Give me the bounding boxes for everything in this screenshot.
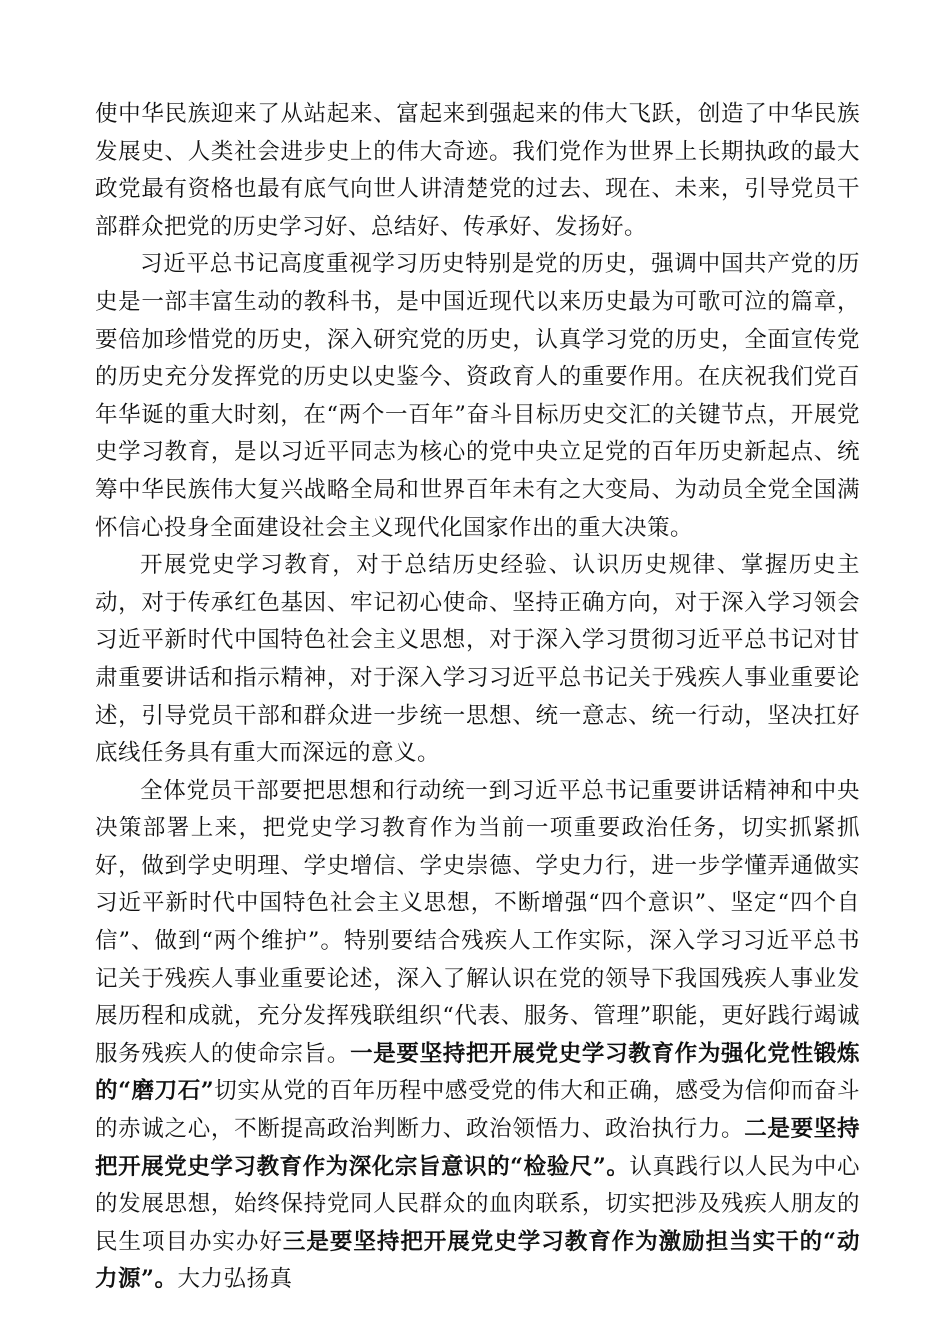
point-three-body: 大力弘扬真 [177, 1266, 293, 1293]
point-one-body: 切实从党的百年历程中感受党的伟大和正确，感受为信仰而奋斗的赤诚之心，不断提高政治判断力、政治领悟力、政治执行力。 [95, 1078, 860, 1143]
paragraph-4-text: 全体党员干部要把思想和行动统一到习近平总书记重要讲话精神和中央决策部署上来，把党史学习教育作为当前一项重要政治任务，切实抓紧抓好，做到学史明理、学史增信、学史崇德、学史力行，进一步学懂弄通做实习近平新时代中国特色社会主义思想，不断增强“四个意识”、坚定“四个自信”、做到“两个维护”。特别要结合残疾人工作实际，深入学习习近平总书记关于残疾人事业重要论述，深入了解认识在党的领导下我国残疾人事业发展历程和成就，充分发挥残联组织“代表、服务、管理”职能，更好践行竭诚服务残疾人的使命宗旨。 [95, 777, 860, 1067]
paragraph-3-text: 开展党史学习教育，对于总结历史经验、认识历史规律、掌握历史主动，对于传承红色基因、牢记初心使命、坚持正确方向，对于深入学习领会习近平新时代中国特色社会主义思想，对于深入学习贯彻习近平总书记对甘肃重要讲话和指示精神，对于深入学习习近平总书记关于残疾人事业重要论述，引导党员干部和群众进一步统一思想、统一意志、统一行动，坚决扛好底线任务具有重大而深远的意义。 [95, 552, 860, 767]
paragraph-2 [95, 246, 860, 547]
paragraph-3 [95, 547, 860, 773]
point-two-heading: 二是要坚持把开展党史学习教育作为深化宗旨意识的“检验尺”。 [95, 1116, 860, 1180]
point-two-body: 认真践行以人民为中心的发展思想，始终保持党同人民群众的血肉联系，切实把涉及残疾人朋友的民生项目办实办好 [95, 1153, 860, 1255]
paragraph-1 [95, 96, 860, 246]
document-page [95, 96, 860, 1299]
paragraph-1-text: 使中华民族迎来了从站起来、富起来到强起来的伟大飞跃，创造了中华民族发展史、人类社会进步史上的伟大奇迹。我们党作为世界上长期执政的最大政党最有资格也最有底气向世人讲清楚党的过去、现在、未来，引导党员干部群众把党的历史学习好、总结好、传承好、发扬好。 [95, 101, 860, 240]
paragraph-2-text: 习近平总书记高度重视学习历史特别是党的历史，强调中国共产党的历史是一部丰富生动的教科书，是中国近现代以来历史最为可歌可泣的篇章，要倍加珍惜党的历史，深入研究党的历史，认真学习党的历史，全面宣传党的历史充分发挥党的历史以史鉴今、资政育人的重要作用。在庆祝我们党百年华诞的重大时刻，在“两个一百年”奋斗目标历史交汇的关键节点，开展党史学习教育，是以习近平同志为核心的党中央立足党的百年历史新起点、统筹中华民族伟大复兴战略全局和世界百年未有之大变局、为动员全党全国满怀信心投身全面建设社会主义现代化国家作出的重大决策。 [95, 251, 860, 541]
paragraph-4 [95, 773, 860, 1299]
point-three-heading: 三是要坚持把开展党史学习教育作为激励担当实干的“动力源”。 [95, 1228, 860, 1293]
point-one-heading: 一是要坚持把开展党史学习教育作为强化党性锻炼的“磨刀石” [95, 1040, 860, 1105]
